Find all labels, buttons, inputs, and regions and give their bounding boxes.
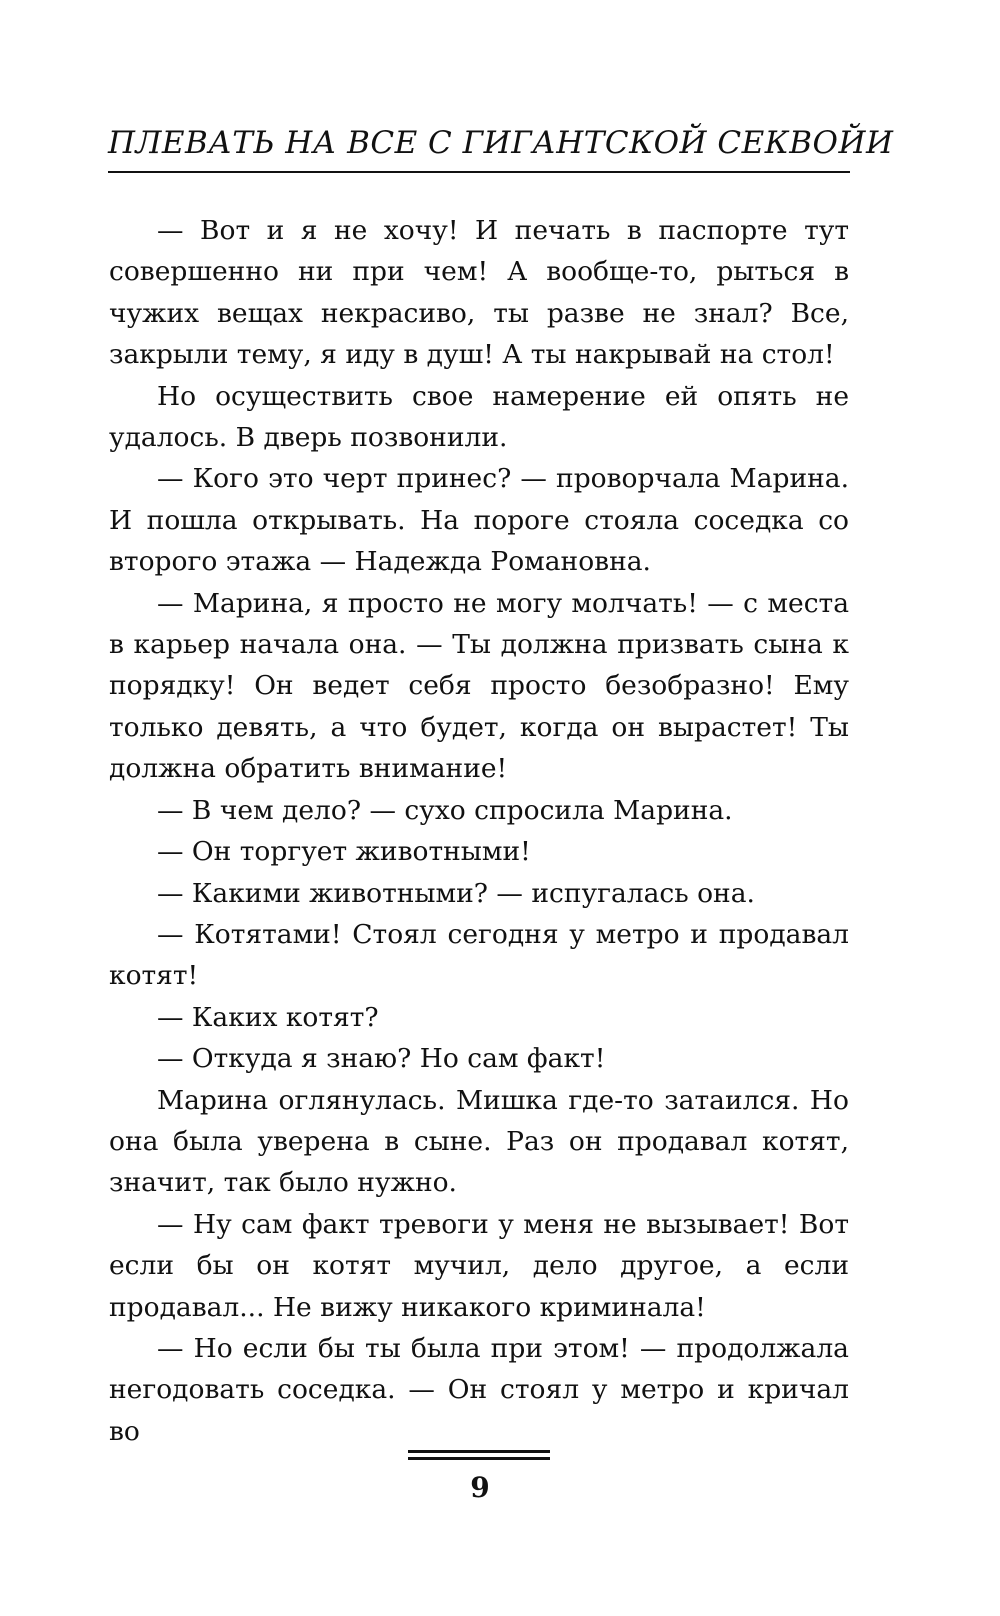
paragraph: — Ну сам факт тревоги у меня не вызывает! Вот если бы он котят мучил, дело другое, а если продавал... Не вижу никакого криминала!	[109, 1208, 849, 1323]
paragraph: — Какими животными? — испугалась она.	[157, 877, 755, 909]
paragraph: — Котятами! Стоял сегодня у метро и продавал котят!	[109, 918, 849, 992]
paragraph: — В чем дело? — сухо спросила Марина.	[157, 794, 733, 826]
header-rule	[108, 171, 850, 173]
paragraph: — Вот и я не хочу! И печать в паспорте тут совершенно ни при чем! А вообще-то, рыться в чужих вещах некрасиво, ты разве не знал? Все, закрыли тему, я иду в душ! А ты накрывай на стол!	[109, 215, 849, 371]
paragraph: — Он торгует животными!	[157, 836, 531, 868]
page-number: 9	[470, 1471, 490, 1504]
paragraph: — Но если бы ты была при этом! — продолжала негодовать соседка. — Он стоял у метро и кричал во	[109, 1332, 849, 1447]
body-text	[109, 210, 849, 1452]
footer-rule-bottom	[408, 1457, 550, 1460]
paragraph: — Марина, я просто не могу молчать! — с места в карьер начала она. — Ты должна призвать сына к порядку! Он ведет себя просто безобразно! Ему только девять, а что будет, когда он вырастет! Ты должна обратить внимание!	[109, 587, 849, 785]
running-title: ПЛЕВАТЬ НА ВСЕ С ГИГАНТСКОЙ СЕКВОЙИ	[108, 125, 894, 161]
paragraph: — Кого это черт принес? — проворчала Марина. И пошла открывать. На пороге стояла соседка со второго этажа — Надежда Романовна.	[109, 463, 849, 578]
paragraph: — Каких котят?	[157, 1001, 379, 1033]
paragraph: Марина оглянулась. Мишка где-то затаился. Но она была уверена в сыне. Раз он продавал котят, значит, так было нужно.	[109, 1084, 849, 1199]
paragraph: Но осуществить свое намерение ей опять не удалось. В дверь позвонили.	[109, 380, 849, 454]
footer-rule-top	[408, 1450, 550, 1453]
paragraph: — Откуда я знаю? Но сам факт!	[157, 1043, 606, 1075]
